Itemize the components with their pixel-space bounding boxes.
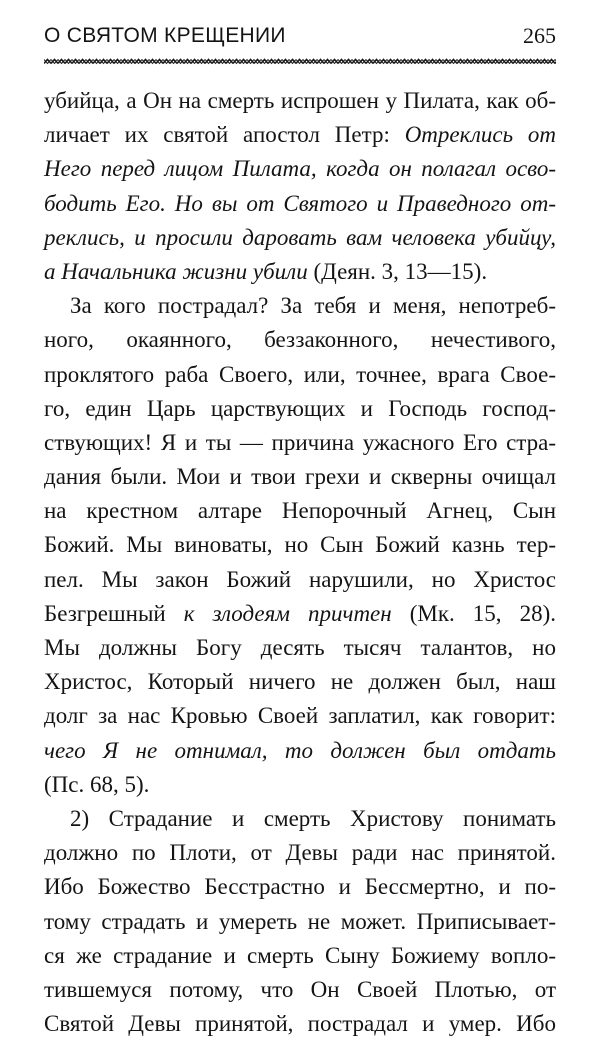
text-segment: ного, окаянного, беззаконного, нечестивого,	[44, 327, 556, 353]
text-line	[44, 152, 556, 186]
text-segment: Святой Девы принятой, пострадал и умер. Ибо	[44, 1011, 556, 1037]
text-line	[44, 631, 556, 665]
text-segment: Ибо Божество Бесстрастно и Бессмертно, и по-	[44, 874, 556, 900]
text-segment: ся же страдание и смерть Сыну Божиему вопло-	[44, 942, 556, 968]
text-segment: 2) Страдание и смерть Христову понимать	[70, 805, 556, 831]
italic-quote-segment: к злодеям причтен	[183, 600, 392, 626]
text-segment: Христос, Который ничего не должен был, наш	[44, 669, 556, 695]
text-line	[44, 563, 556, 597]
italic-quote-segment: чего Я не отнимал, то должен был отдать	[44, 737, 556, 763]
text-line	[44, 699, 556, 733]
text-segment: Безгрешный	[44, 600, 184, 626]
text-line	[44, 1007, 556, 1041]
text-line	[44, 187, 556, 221]
text-line	[44, 905, 556, 939]
italic-quote-segment: Него перед лицом Пилата, когда он полагал осво-	[44, 156, 556, 182]
text-line	[44, 289, 556, 323]
italic-quote-segment: а Начальника жизни убили	[44, 258, 308, 284]
body-text	[44, 84, 556, 1041]
text-segment: го, един Царь царствующих и Господь господ-	[44, 395, 556, 421]
text-line	[44, 597, 556, 631]
text-segment: (Деян. 3, 13—15).	[307, 258, 488, 284]
header-ornamental-rule	[44, 58, 556, 65]
text-line	[44, 118, 556, 152]
text-segment: Мы должны Богу десять тысяч талантов, но	[44, 635, 556, 660]
text-line	[44, 768, 556, 802]
text-line	[44, 939, 556, 973]
text-line	[44, 255, 556, 289]
italic-quote-segment: Отреклись от	[404, 122, 556, 148]
text-segment: убийца, а Он на смерть испрошен у Пилата, как об-	[44, 88, 556, 113]
text-line	[44, 870, 556, 904]
text-segment: Божий. Мы виноваты, но Сын Божий казнь тер-	[44, 532, 556, 558]
text-line	[44, 528, 556, 562]
text-line	[44, 392, 556, 426]
text-line	[44, 358, 556, 392]
text-line	[44, 734, 556, 768]
text-line	[44, 836, 556, 870]
italic-quote-segment: реклись, и просили даровать вам человека убийцу,	[44, 224, 556, 250]
text-segment: должно по Плоти, от Девы ради нас принятой.	[44, 840, 556, 866]
text-segment: личает их святой апостол Петр:	[44, 122, 405, 148]
text-line	[44, 494, 556, 528]
text-line	[44, 973, 556, 1007]
text-segment: ствующих! Я и ты — причина ужасного Его стра-	[44, 429, 556, 455]
running-title: О СВЯТОМ КРЕЩЕНИИ	[44, 24, 286, 47]
text-line	[44, 323, 556, 357]
text-segment: За кого пострадал? За тебя и меня, непотреб-	[70, 293, 556, 319]
text-line	[44, 84, 556, 118]
text-line	[44, 460, 556, 494]
text-segment: (Пс. 68, 5).	[44, 771, 150, 797]
text-segment: тившемуся потому, что Он Своей Плотью, от	[44, 976, 556, 1002]
text-line	[44, 426, 556, 460]
text-line	[44, 802, 556, 836]
text-segment: дания были. Мои и твои грехи и скверны очищал	[44, 464, 556, 490]
text-line	[44, 221, 556, 255]
page-number: 265	[523, 23, 556, 48]
text-segment: тому страдать и умереть не может. Приписывает-	[44, 908, 556, 934]
page-header	[44, 22, 556, 52]
text-segment: проклятого раба Своего, или, точнее, врага Свое-	[44, 361, 556, 387]
text-segment: долг за нас Кровью Своей заплатил, как говорит:	[44, 703, 556, 729]
text-segment: (Мк. 15, 28).	[391, 600, 556, 626]
italic-quote-segment: бодить Его. Но вы от Святого и Праведного от-	[44, 190, 556, 216]
text-line	[44, 665, 556, 699]
text-segment: пел. Мы закон Божий нарушили, но Христос	[44, 566, 556, 592]
text-segment: на крестном алтаре Непорочный Агнец, Сын	[44, 498, 556, 524]
